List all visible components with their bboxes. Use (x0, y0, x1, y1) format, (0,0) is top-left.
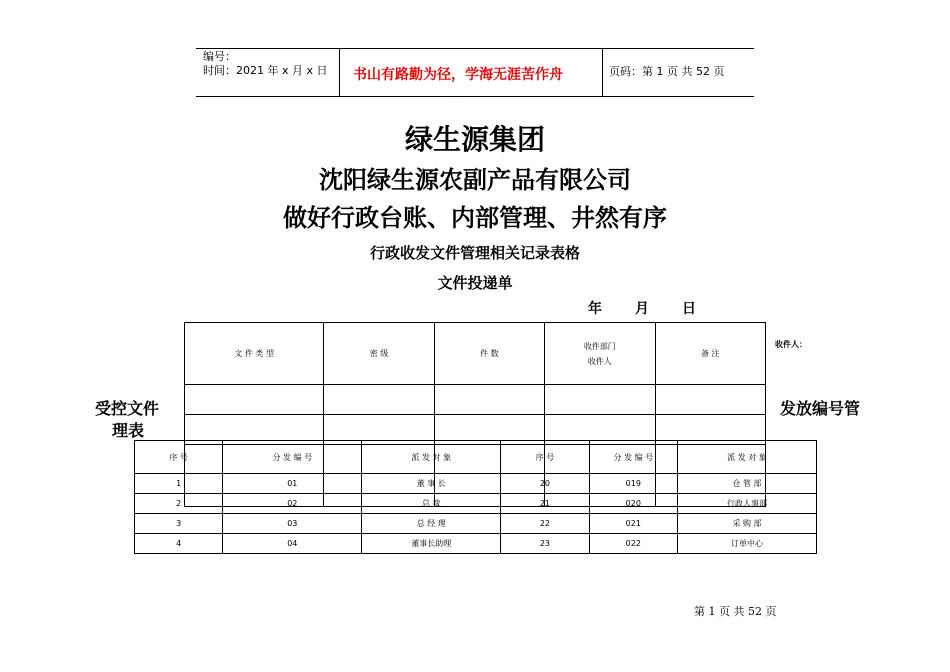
distribution-table (134, 440, 817, 554)
table-row (135, 514, 817, 534)
col-file-type: 文 件 类 型 (185, 323, 324, 385)
time-label: 时间：2021 年 x 月 x 日 (203, 64, 328, 77)
company-title: 沈阳绿生源农副产品有限公司 (319, 165, 631, 194)
row-cell: 03 (223, 514, 362, 534)
header-divider-left (339, 48, 340, 96)
hdr-seq-1: 序 号 (135, 441, 223, 474)
row-cell: 董 事 长 (362, 474, 501, 494)
form-name: 文件投递单 (437, 274, 513, 292)
row-cell: 21 (501, 494, 589, 514)
side-label-left-1: 受控文件 (95, 399, 160, 418)
side-label-right: 发放编号管 (780, 399, 861, 418)
hdr-dist-no-1: 分 发 编 号 (223, 441, 362, 474)
col-security-level: 密 级 (324, 323, 434, 385)
row-cell: 行政人事部 (678, 494, 817, 514)
recipient-signature-label: 收件人： (775, 340, 807, 349)
col-count: 件 数 (434, 323, 544, 385)
hdr-dist-no-2: 分 发 编 号 (589, 441, 677, 474)
row-cell: 采 购 部 (678, 514, 817, 534)
page-footer: 第 1 页 共 52 页 (694, 605, 777, 618)
col-recipient-dept (545, 323, 655, 385)
table-row (135, 534, 817, 554)
table-row (135, 474, 817, 494)
row-cell: 仓 管 部 (678, 474, 817, 494)
header-divider-right (602, 48, 603, 96)
hdr-target-1: 派 发 对 象 (362, 441, 501, 474)
header-top-rule (196, 48, 754, 49)
row-cell: 022 (589, 534, 677, 554)
side-label-left-2: 理表 (112, 421, 145, 440)
header-bottom-rule (196, 96, 754, 97)
row-cell: 4 (135, 534, 223, 554)
slogan-title: 做好行政台账、内部管理、井然有序 (283, 203, 667, 232)
company-group-title: 绿生源集团 (404, 123, 545, 156)
motto-text: 书山有路勤为径，学海无涯苦作舟 (353, 67, 563, 83)
col-remarks: 备 注 (655, 323, 765, 385)
doc-number-label: 编号： (203, 50, 236, 63)
row-cell: 23 (501, 534, 589, 554)
recipient-dept-label: 收件部门 (583, 341, 616, 351)
row-cell: 2 (135, 494, 223, 514)
row-cell: 01 (223, 474, 362, 494)
row-cell: 3 (135, 514, 223, 534)
row-cell: 02 (223, 494, 362, 514)
table-row (135, 494, 817, 514)
row-cell: 订单中心 (678, 534, 817, 554)
page-label: 页码：第 1 页 共 52 页 (609, 65, 725, 78)
row-cell: 董事长助理 (362, 534, 501, 554)
date-day: 日 (682, 301, 696, 317)
row-cell: 总 经 理 (362, 514, 501, 534)
distribution-header-row (135, 441, 817, 474)
row-cell: 1 (135, 474, 223, 494)
row-cell: 020 (589, 494, 677, 514)
row-cell: 22 (501, 514, 589, 534)
row-cell: 20 (501, 474, 589, 494)
row-cell: 021 (589, 514, 677, 534)
date-year: 年 (588, 301, 602, 317)
row-cell: 04 (223, 534, 362, 554)
hdr-seq-2: 序 号 (501, 441, 589, 474)
row-cell: 019 (589, 474, 677, 494)
subtitle: 行政收发文件管理相关记录表格 (369, 244, 580, 262)
date-month: 月 (635, 301, 649, 317)
row-cell: 总 裁 (362, 494, 501, 514)
recipient-label: 收件人 (587, 356, 612, 366)
hdr-target-2: 派 发 对 象 (678, 441, 817, 474)
